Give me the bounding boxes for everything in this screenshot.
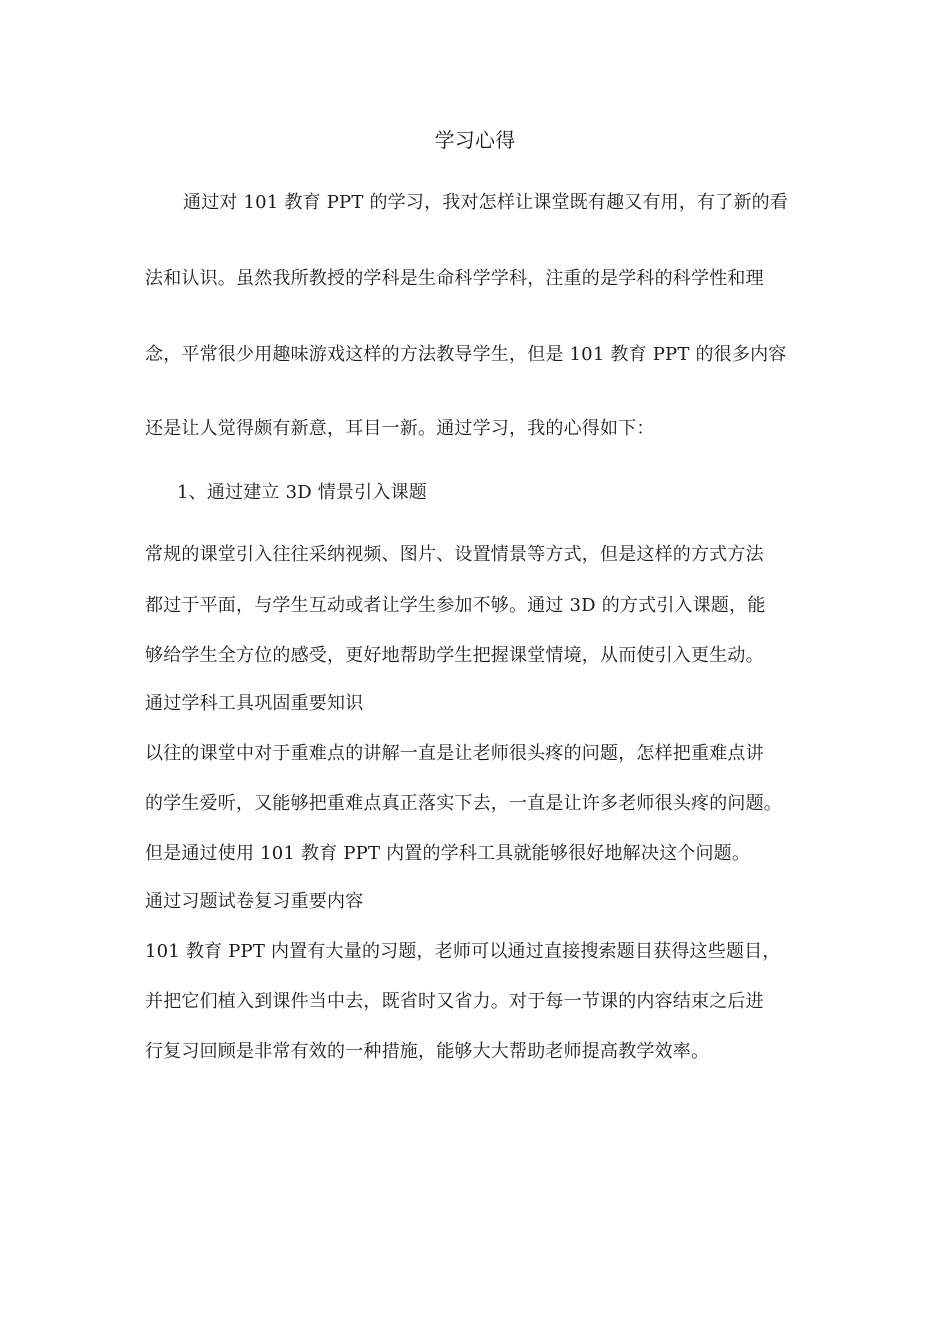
- section-2-heading: 通过学科工具巩固重要知识: [145, 693, 364, 714]
- intro-line-3: 念，平常很少用趣味游戏这样的方法教导学生，但是 101 教育 PPT 的很多内容: [145, 344, 787, 365]
- intro-line-2: 法和认识。虽然我所教授的学科是生命科学学科，注重的是学科的科学性和理: [145, 268, 764, 289]
- section-1-line-3: 够给学生全方位的感受，更好地帮助学生把握课堂情境，从而使引入更生动。: [145, 645, 764, 666]
- section-2-line-3: 但是通过使用 101 教育 PPT 内置的学科工具就能够很好地解决这个问题。: [145, 843, 751, 864]
- section-2-line-2: 的学生爱听，又能够把重难点真正落实下去，一直是让许多老师很头疼的问题。: [145, 793, 782, 814]
- section-3-line-3: 行复习回顾是非常有效的一种措施，能够大大帮助老师提高教学效率。: [145, 1041, 710, 1062]
- section-1-line-1: 常规的课堂引入往往采纳视频、图片、设置情景等方式，但是这样的方式方法: [145, 544, 764, 565]
- intro-line-1: 通过对 101 教育 PPT 的学习，我对怎样让课堂既有趣又有用，有了新的看: [183, 192, 789, 213]
- section-1-line-2: 都过于平面，与学生互动或者让学生参加不够。通过 3D 的方式引入课题，能: [145, 595, 766, 616]
- section-1-heading: 1、通过建立 3D 情景引入课题: [177, 482, 427, 503]
- section-2-line-1: 以往的课堂中对于重难点的讲解一直是让老师很头疼的问题，怎样把重难点讲: [145, 743, 764, 764]
- section-3-line-2: 并把它们植入到课件当中去，既省时又省力。对于每一节课的内容结束之后进: [145, 991, 764, 1012]
- document-title: 学习心得: [434, 128, 516, 152]
- section-3-heading: 通过习题试卷复习重要内容: [145, 891, 364, 912]
- section-3-line-1: 101 教育 PPT 内置有大量的习题，老师可以通过直接搜索题目获得这些题目，: [145, 941, 781, 962]
- intro-line-4: 还是让人觉得颇有新意，耳目一新。通过学习，我的心得如下：: [145, 418, 655, 439]
